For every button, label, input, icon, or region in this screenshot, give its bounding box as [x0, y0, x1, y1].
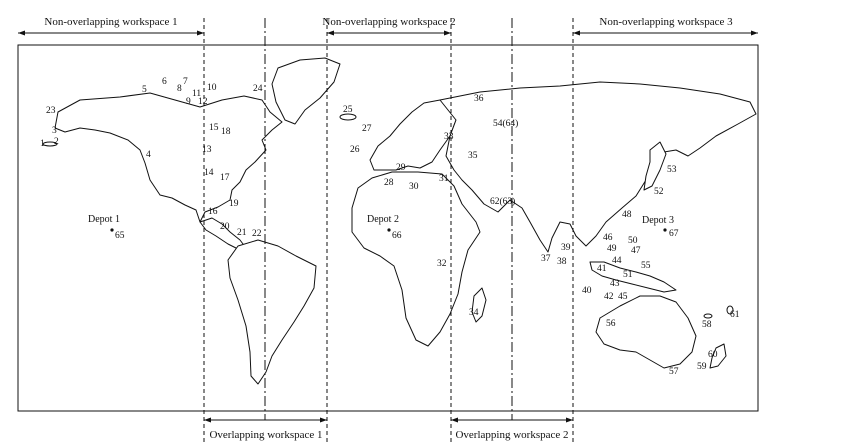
point-label: 40 — [582, 286, 592, 296]
arrowhead — [751, 31, 758, 36]
south-america — [228, 240, 316, 384]
point-label: 25 — [343, 105, 353, 115]
arrowhead — [451, 418, 458, 423]
point-label: 10 — [207, 83, 217, 93]
point-label: 44 — [612, 256, 622, 266]
depot-id: 66 — [392, 231, 402, 241]
depot-id: 65 — [115, 231, 125, 241]
point-label: 42 — [604, 292, 614, 302]
workspace-label: Overlapping workspace 1 — [209, 429, 323, 441]
greenland — [272, 58, 340, 124]
point-label: 48 — [622, 210, 632, 220]
point-label: 61 — [730, 310, 740, 320]
workspace-label: Non-overlapping workspace 2 — [322, 16, 456, 28]
arrowhead — [327, 31, 334, 36]
point-label: 18 — [221, 127, 231, 137]
arrowhead — [444, 31, 451, 36]
point-label: 24 — [253, 84, 263, 94]
bottom-workspace-arrows — [204, 418, 573, 423]
point-label: 7 — [183, 77, 188, 87]
depot-marker — [110, 228, 113, 231]
point-label: 47 — [631, 246, 641, 256]
depot-label: Depot 1 — [88, 214, 120, 225]
top-workspace-labels — [44, 16, 733, 28]
arrowhead — [573, 31, 580, 36]
point-label: 59 — [697, 362, 707, 372]
point-label: 41 — [597, 264, 607, 274]
point-label: 55 — [641, 261, 651, 271]
point-label: 5 — [142, 85, 147, 95]
point-label: 17 — [220, 173, 230, 183]
depot-id: 67 — [669, 229, 679, 239]
workspace-label: Non-overlapping workspace 3 — [599, 16, 733, 28]
point-label: 11 — [192, 89, 202, 99]
point-label: 20 — [220, 222, 230, 232]
workspace-label: Overlapping workspace 2 — [455, 429, 569, 441]
point-label: 49 — [607, 244, 617, 254]
point-label: 54(64) — [493, 119, 519, 129]
point-label: 2 — [54, 137, 59, 147]
point-label: 6 — [162, 77, 167, 87]
point-label: 51 — [623, 270, 633, 280]
point-label: 29 — [396, 163, 406, 173]
point-label: 1 — [40, 139, 45, 149]
point-label: 15 — [209, 123, 219, 133]
point-label: 28 — [384, 178, 394, 188]
africa — [352, 172, 480, 346]
asia — [440, 82, 756, 252]
point-label: 8 — [177, 84, 182, 94]
point-label: 23 — [46, 106, 56, 116]
depot-label: Depot 2 — [367, 214, 399, 225]
depot-marker — [663, 228, 666, 231]
point-label: 27 — [362, 124, 372, 134]
arrowhead — [566, 418, 573, 423]
point-label: 4 — [146, 150, 151, 160]
point-label: 43 — [610, 279, 620, 289]
point-label: 12 — [198, 97, 208, 107]
point-label: 3 — [52, 126, 57, 136]
point-label: 50 — [628, 236, 638, 246]
point-label: 45 — [618, 292, 628, 302]
point-label: 32 — [437, 259, 447, 269]
arrowhead — [320, 418, 327, 423]
point-label: 37 — [541, 254, 551, 264]
point-label: 57 — [669, 367, 679, 377]
point-label: 36 — [474, 94, 484, 104]
arrowhead — [204, 418, 211, 423]
point-label: 21 — [237, 228, 247, 238]
point-label: 34 — [469, 308, 479, 318]
point-label: 58 — [702, 320, 712, 330]
point-label: 30 — [409, 182, 419, 192]
point-label: 14 — [204, 168, 214, 178]
point-label: 62(63) — [490, 197, 516, 207]
point-label: 16 — [208, 207, 218, 217]
point-label: 35 — [468, 151, 478, 161]
point-label: 26 — [350, 145, 360, 155]
arrowhead — [197, 31, 204, 36]
north-america — [55, 93, 282, 222]
point-label: 19 — [229, 199, 239, 209]
point-label: 9 — [186, 97, 191, 107]
point-label: 39 — [561, 243, 571, 253]
island-2 — [704, 314, 712, 318]
workspace-label: Non-overlapping workspace 1 — [44, 16, 178, 28]
australia — [596, 296, 696, 368]
depot-marker — [387, 228, 390, 231]
point-label: 53 — [667, 165, 677, 175]
bottom-workspace-labels — [209, 429, 568, 441]
arrowhead — [18, 31, 25, 36]
point-label: 13 — [202, 145, 212, 155]
point-label: 60 — [708, 350, 718, 360]
top-workspace-arrows — [18, 31, 758, 36]
point-label: 22 — [252, 229, 262, 239]
point-label: 46 — [603, 233, 613, 243]
point-label: 31 — [439, 174, 449, 184]
point-label: 56 — [606, 319, 616, 329]
point-label: 52 — [654, 187, 664, 197]
point-label: 38 — [557, 257, 567, 267]
depot-label: Depot 3 — [642, 215, 674, 226]
point-label: 33 — [444, 132, 454, 142]
